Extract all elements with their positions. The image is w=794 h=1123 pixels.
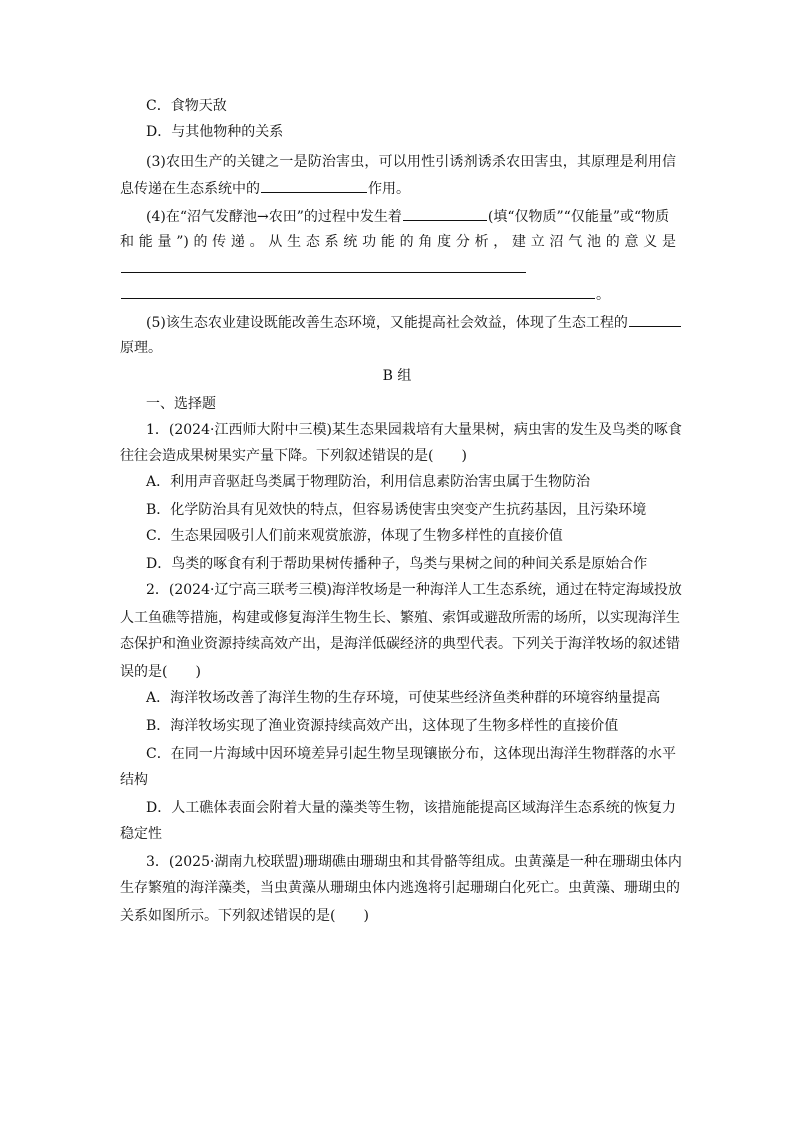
q1-option-d: D．鸟类的啄食有利于帮助果树传播种子，鸟类与果树之间的种间关系是原始合作 <box>146 556 648 572</box>
group-heading: B 组 <box>382 368 412 384</box>
q4-answer-line-2 <box>120 284 676 305</box>
q3-line-2 <box>120 178 676 199</box>
q3-line-2-pre: 息传递在生态系统中的 <box>120 181 260 197</box>
q1-stem-line-2: 往往会造成果树果实产量下降。下列叙述错误的是( ) <box>120 448 467 464</box>
q4-line-1-post: (填“仅物质”“仅能量”或“物质 <box>487 209 670 225</box>
q5-line-2: 原理。 <box>120 340 162 356</box>
q1-stem-line-1: 1．(2024·江西师大附中三模)某生态果园栽培有大量果树，病虫害的发生及鸟类的啄食 <box>146 422 682 438</box>
option-d: D．与其他物种的关系 <box>146 124 284 140</box>
q2-option-d-line-1: D．人工礁体表面会附着大量的藻类等生物，该措施能提高区域海洋生态系统的恢复力 <box>146 800 676 816</box>
q4-line-1 <box>146 206 676 227</box>
q2-stem-line-2: 人工鱼礁等措施，构建或修复海洋生物生长、繁殖、索饵或避敌所需的场所，以实现海洋生 <box>120 610 680 626</box>
answer-blank <box>629 312 681 327</box>
q3-line-2-post: 作用。 <box>368 181 410 197</box>
q2-stem-line-4: 误的是( ) <box>120 664 201 680</box>
q2-option-c-line-1: C．在同一片海域中因环境差异引起生物呈现镶嵌分布，这体现出海洋生物群落的水平 <box>146 746 676 762</box>
q5-line-1-pre: (5)该生态农业建设既能改善生态环境，又能提高社会效益，体现了生态工程的 <box>146 315 628 331</box>
q1-option-a: A．利用声音驱赶鸟类属于物理防治，利用信息素防治害虫属于生物防治 <box>146 474 591 490</box>
answer-blank <box>121 284 595 299</box>
q2-stem-line-3: 态保护和渔业资源持续高效产出，是海洋低碳经济的典型代表。下列关于海洋牧场的叙述错 <box>120 636 680 652</box>
q2-option-a: A．海洋牧场改善了海洋生物的生存环境，可使某些经济鱼类种群的环境容纳量提高 <box>146 690 661 706</box>
q3-stem-line-2: 生存繁殖的海洋藻类，当虫黄藻从珊瑚虫体内逃逸将引起珊瑚白化死亡。虫黄藻、珊瑚虫的 <box>120 880 680 896</box>
q4-answer-line-1 <box>120 258 676 279</box>
q2-option-d-line-2: 稳定性 <box>120 826 162 842</box>
section-heading: 一、选择题 <box>146 396 216 412</box>
q1-option-b: B．化学防治具有见效快的特点，但容易诱使害虫突变产生抗药基因，且污染环境 <box>146 502 647 518</box>
q1-option-c: C．生态果园吸引人们前来观赏旅游，体现了生物多样性的直接价值 <box>146 528 563 544</box>
answer-blank <box>403 206 487 221</box>
q2-option-c-line-2: 结构 <box>120 772 148 788</box>
q3-line-1: (3)农田生产的关键之一是防治害虫，可以用性引诱剂诱杀农田害虫，其原理是利用信 <box>146 154 676 170</box>
q4-end-mark: 。 <box>596 287 610 303</box>
q2-option-b: B．海洋牧场实现了渔业资源持续高效产出，这体现了生物多样性的直接价值 <box>146 718 619 734</box>
q3-stem-line-1: 3．(2025·湖南九校联盟)珊瑚礁由珊瑚虫和其骨骼等组成。虫黄藻是一种在珊瑚虫体内 <box>146 854 682 870</box>
q3-stem-line-3: 关系如图所示。下列叙述错误的是( ) <box>120 908 369 924</box>
answer-blank <box>261 178 367 193</box>
q2-stem-line-1: 2．(2024·辽宁高三联考三模)海洋牧场是一种海洋人工生态系统，通过在特定海域投放 <box>146 582 682 598</box>
q5-line-1 <box>146 312 676 333</box>
option-c: C．食物天敌 <box>146 98 227 114</box>
q4-line-1-pre: (4)在“沼气发酵池→农田”的过程中发生着 <box>146 209 402 225</box>
answer-blank <box>121 258 526 273</box>
q4-line-2: 和 能 量 ”) 的 传 递 。 从 生 态 系 统 功 能 的 角 度 分 析 ， 建 立 沼 气 池 的 意 义 是 <box>120 234 676 250</box>
